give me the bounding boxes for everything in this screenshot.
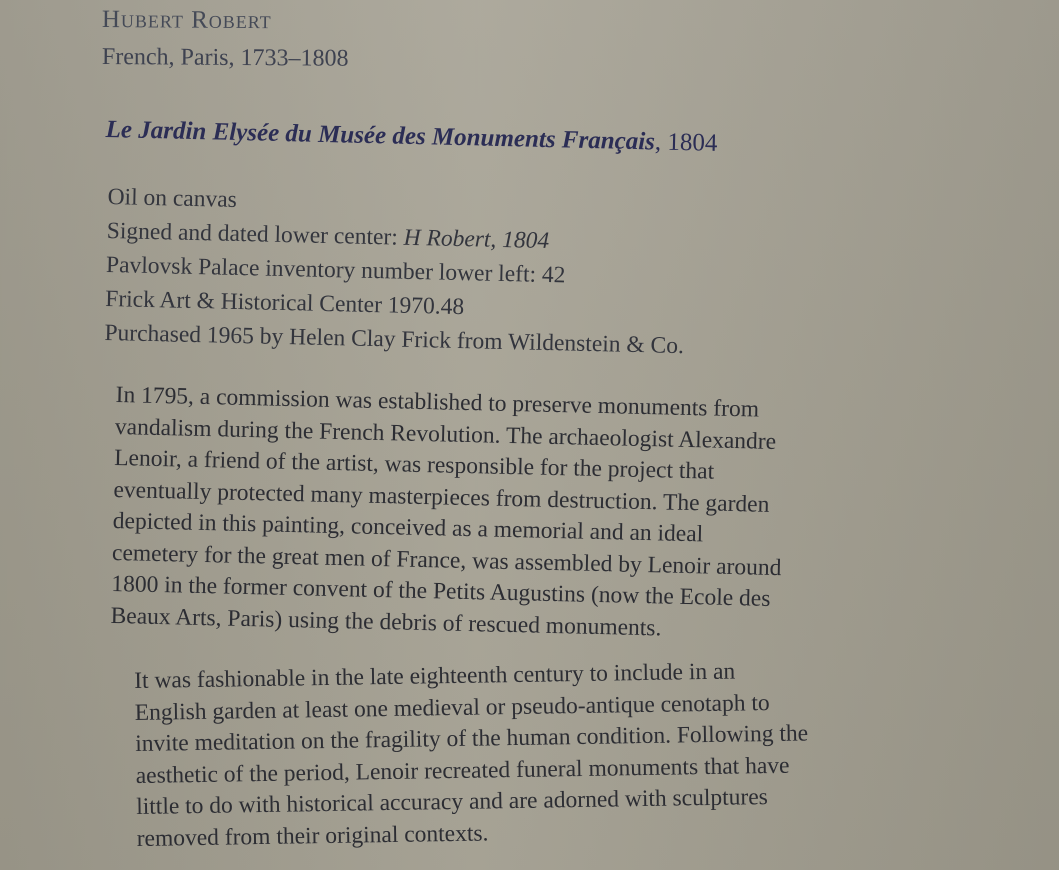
paragraph-line: eventually protected many masterpieces from destruction. The garden — [113, 476, 770, 518]
inventory-line: Pavlovsk Palace inventory number lower left: 42 — [105, 251, 566, 289]
artist-name: Hubert Robert — [101, 6, 272, 35]
paragraph-line: invite meditation on the fragility of the human condition. Following the — [135, 720, 809, 757]
signature-prefix: Signed and dated lower center: — [106, 217, 404, 251]
paragraph-line: removed from their original contexts. — [136, 819, 489, 852]
medium-line: Oil on canvas — [107, 183, 238, 213]
paragraph-line: In 1795, a commission was established to preserve monuments from — [115, 381, 760, 423]
paragraph-line: depicted in this painting, conceived as a memorial and an ideal — [112, 507, 704, 548]
description-paragraph-2 — [134, 655, 810, 855]
provenance-line: Purchased 1965 by Helen Clay Frick from Wildenstein & Co. — [104, 319, 685, 360]
paragraph-line: It was fashionable in the late eighteenth century to include in an — [134, 658, 736, 694]
artwork-title-line — [105, 116, 717, 158]
paragraph-line: Beaux Arts, Paris) using the debris of rescued monuments. — [110, 602, 662, 641]
description-paragraph-1 — [110, 380, 785, 647]
paragraph-line: aesthetic of the period, Lenoir recreated funeral monuments that have — [135, 752, 790, 789]
artwork-date: , 1804 — [654, 128, 718, 157]
artist-nationality: French, Paris, 1733–1808 — [101, 44, 349, 72]
signature-text: H Robert, 1804 — [403, 224, 550, 255]
artwork-title: Le Jardin Elysée du Musée des Monuments Français — [105, 116, 656, 156]
paragraph-line: 1800 in the former convent of the Petits Augustins (now the Ecole des — [111, 570, 771, 612]
accession-line: Frick Art & Historical Center 1970.48 — [105, 285, 465, 321]
paragraph-line: English garden at least one medieval or pseudo-antique cenotaph to — [134, 689, 770, 726]
paragraph-line: Lenoir, a friend of the artist, was responsible for the project that — [113, 444, 715, 485]
artwork-details — [104, 180, 687, 363]
paragraph-line: little to do with historical accuracy and are adorned with sculptures — [136, 784, 769, 820]
paragraph-line: cemetery for the great men of France, was assembled by Lenoir around — [111, 539, 782, 581]
paragraph-line: vandalism during the French Revolution. The archaeologist Alexandre — [114, 413, 777, 455]
